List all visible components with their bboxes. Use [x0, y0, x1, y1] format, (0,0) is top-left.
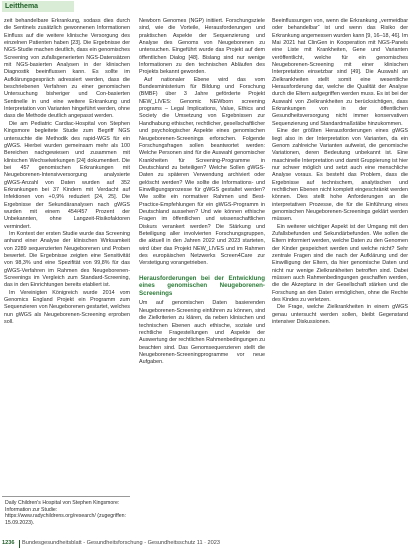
footnote-text: Daily Children's Hospital von Stephen Kingsmore: Information zur Studie: https://www.radychildrens.org/research/ (zugegriffen: 15.09.2023).: [5, 500, 127, 526]
section-tag: Leitthema: [2, 1, 74, 12]
paragraph: zeit behandelbare Erkrankung, sodass dies durch die Sentinels zusätzlich gewonnenen Informationen Einfluss auf die weitere klinische Versorgung des einzelnen Patienten haben [23]. Die Ergebnisse der NGS-Studie machen deutlich, dass ein genomisches Screening von zufallsgenerierten NGS-Datensätzen mit NGS-basierten Analysen in der klinischen Diagnostik beeinflussen kann. Es sollte im Aufklärungsgespräch adressiert werden, dass die beschriebenen Verfahren zu einer genomischen Untersuchung bisheriger und Con-basierten Sentinelle in und eine weitere Erkrankung und Interpretation von Varianten hingeführt werden, ohne dass die Methode deutlich angepasst werden.: [4, 18, 130, 120]
paragraph: Auf nationaler Ebene wird das vom Bundesministerium für Bildung und Forschung (BMBF) über 3 Jahre geförderte Projekt NEW_LIVES: Genomic NEWborn screening programs – Legal Implications, Value, Ethics and Society die Umsetzung von Ergebnissen zur Handhabung ethischer, rechtlicher, gesellschaftlicher und psychologischer Aspekte eines genomischen Neugeborenen-Screenings erforschen. Folgende Forschungsfragen sollen beantwortet werden: Welche Personen sind für die Auswahl genomischer Krankheiten für Screening-Programme in Deutschland zu beteiligen? Welche Sollen gWGS-Daten zu späteren Verwendung archiviert oder gelöscht werden? Wie sollte die Informations- und Einwilligungsprozesse für gWGS gestaltet werden? Wie sollte ein normativer Rahmen und Best-Practice-Empfehlungen für ein gWGS-Programm in Deutschland aussehen? Und wie können ethische Fragen im öffentlichen und wissenschaftlichen Diskurs verankert werden? Die Stärkung und Beteiligung aller involvierten Forschungsgruppen, die aktuell in den Jahren 2022 und 2023 starteten, wird über das Projekt NEW_LIVES und im Rahmen des europäischen Netzwerks Screen4Care zur Verstetigung vorangetrieben.: [139, 76, 265, 267]
paragraph: Die Frage, welche Zielkrankheiten in einem gWGS genau untersucht werden sollen, bleibt Gegenstand intensiver Diskussionen.: [272, 304, 408, 326]
paragraph: Eine der größten Herausforderungen eines gWGS liegt also in der Interpretation von Varianten, da ein Genom zahlreiche Varianten aufweist, die genomische Variationen, deren Bedeutung unbekannt ist. Eine maschinelle Interpretation und damit Gruppierung ist hier nur schwer möglich und setzt auch eine menschliche Analyse voraus. Es besteht das Problem, dass die Ergebnisse auf technischem, analytischen und rechtlichen Ebenen nicht komplett eingeschränkt werden können. Dies stellt hohe Anforderungen an die interpretativen Prozesse, die für die Einführung eines genomischen Neugeborenen-Screenings geklärt werden müssen.: [272, 128, 408, 223]
paragraph: Im Kontext der ersten Studie wurde das Screening anhand einer Analyse der klinischen Wirksamkeit von 2289 sequenzierten Neugeborenen und Proben bewertet. Die Ergebnisse zeigten eine Sensitivität von 98,3% und eine Spezifität von 99,8% für das gWGS-Verfahren im Rahmen des Neugeborenen-Screenings im Vergleich zum Standard-Screening, das in den Einrichtungen bereits etabliert ist.: [4, 230, 130, 289]
text-column-2: [139, 18, 265, 367]
footnote-box: [2, 496, 130, 531]
page-header: [0, 0, 413, 14]
text-column-3: [272, 18, 408, 326]
paragraph: Ein weiterer wichtiger Aspekt ist der Umgang mit den Zufallsbefunden und Sekundärbefunden. Wie sollen die Eltern informiert werden, welche Daten zu den Genomen der Kinder gespeichert werden und welche nicht? Sehr zentrale Fragen sind die nach der Aufklärung und der Einwilligung der Eltern, da hier genomische Daten und nicht nur wenige Zielkrankheiten betroffen sind. Dabei müssen auch Rahmenbedingungen geschaffen werden, die die Akzeptanz in der Gesellschaft stärken und die Forschung an den Daten ermöglichen, ohne die Rechte des Kindes zu verletzen.: [272, 223, 408, 304]
text-column-1: [4, 18, 130, 326]
footer-divider: [19, 540, 20, 548]
paragraph: Newborn Genomes (NGP) initiiert. Forschungsziele sind, wie die Vorteile, Herausforderungen und praktischen Aspekte der Sequenzierung und Analyse des Genoms von Neugeborenen zu untersuchen. Eingeführt wurde das Projekt auf dem öffentlichen Dialog [48]. Bislang sind nur wenige Informationen zu den technischen Abläufen des Projekts bekannt geworden.: [139, 18, 265, 76]
page-footer: [0, 537, 413, 550]
journal-citation: Bundesgesundheitsblatt - Gesundheitsforschung - Gesundheitsschutz 11 · 2023: [22, 540, 220, 546]
section-heading: Herausforderungen bei der Entwicklung eines genomischen Neugeborenen-Screenings: [139, 274, 265, 297]
paragraph: Die am Pediatric Cardiac-Hospital von Stephen Kingsmore begleitete Studie zum Begriff NGS untersuchte die Methodik des rapid-WGS für ein gWGS. Hierbei wurden gemeinsam mehr als 100 Bereichen nachgewiesen und zusammen mit klinischen Wechselwirkungen [24] dokumentiert. Die bei 457 genomischen Erkrankungen mit Neugeborenen-Intensivversorgung analysierte gWGS-Anzahl von Daten wurden auf 352 Erkrankungen bei 37 Kindern mit Verdacht auf Infektionen von +0,9% reduziert [24, 25]. Die Ergebnisse der Sekundäranalysen nach gWGS wurden mit einem 454/457 Prozent der Unbekannten, ohne Langzeit-Risikofaktoren vermindert.: [4, 120, 130, 230]
paragraph: Beeinflussungen von, wenn die Erkrankung „vermeidbar oder behandelbar“ ist und wenn das Risiko der Erkrankung angemessen wurden kann [9, 16–18, 46]. Im Mai 2021 hat ClinGen in Kooperation mit NGS-Panels eine Liste mit Krankheiten, Gene und Varianten veröffentlicht, welche für ein genomisches Neugeborenen-Screening mit einer klinischen Interpretation einsetzbar sind [49]. Die Auswahl an Zielkrankheiten stellt somit eine wesentliche Herausforderung dar, welche die Qualität der Analyse durch die Eltern aufgegriffen werden muss. Es ist bei der Auswahl von Zielkrankheiten zu berücksichtigen, dass Erkrankungen von in der öffentlichen Gesundheitsversorgung nicht immer konservativen Sequenzierung und Standardmaßstäbe hinzukommen.: [272, 18, 408, 127]
page-number: 1236: [2, 540, 15, 546]
paragraph: Im Vereinigten Königreich wurde 2014 vom Genomics England Projekt ein Programm zum Sequenzieren von Neugeborenen gestartet, welches nun gWGS als Neugeborenen-Screening erproben soll.: [4, 289, 130, 326]
paragraph: Um auf genomischen Daten basierenden Neugeborenen-Screening einführen zu können, sind die Zielkriterien zu klären, da neben klinischen und technischen Ebenen auch ethische, soziale und rechtliche Fragestellungen und Aspekte der Auswertung der rechtlichen Rahmenbedingungen zu beachten sind. Das Genomsequenzieren stellt die Neugeborenen-Screeningprogramme vor neue Aufgaben.: [139, 300, 265, 366]
